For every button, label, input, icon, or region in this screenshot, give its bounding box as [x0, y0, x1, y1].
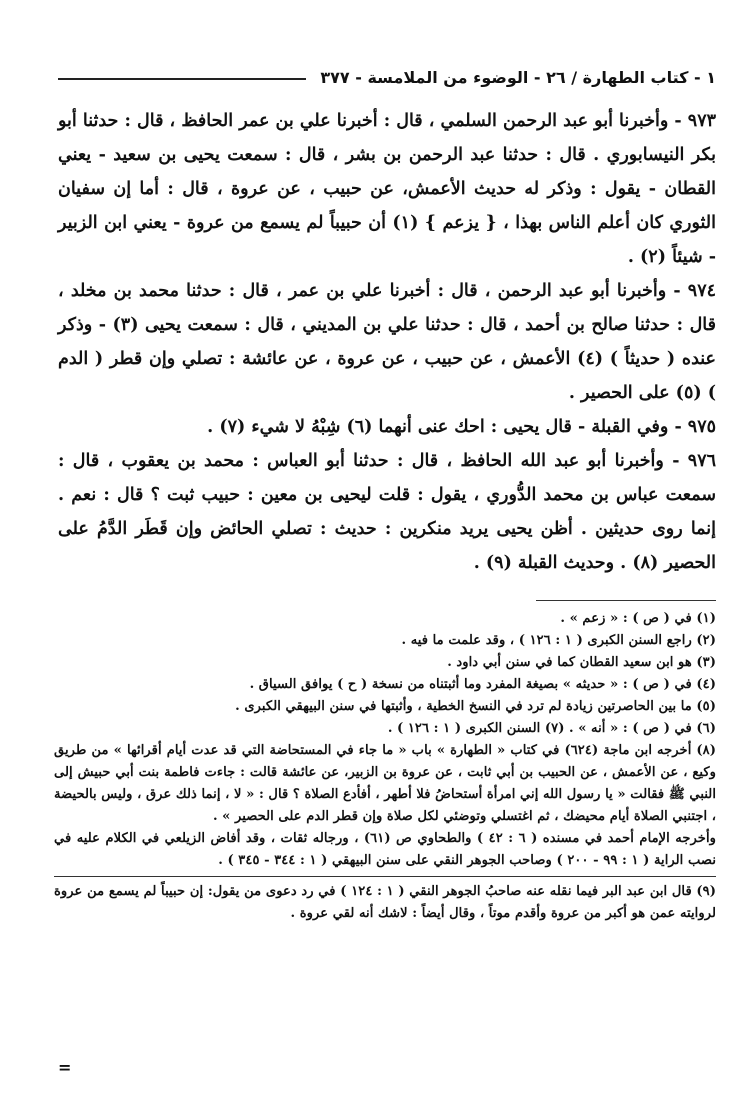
footnote-3: (٣) هو ابن سعيد القطان كما في سنن أبي داود . — [447, 655, 716, 670]
hadith-973: ٩٧٣ - وأخبرنا أبو عبد الرحمن السلمي ، قال : أخبرنا علي بن عمر الحافظ ، قال : حدثنا أبو بكر النيسابوري . قال : حدثنا عبد الرحمن بن بشر ، قال : سمعت يحيى بن سعيد - يعني القطان - يقول : وذكر له حديث الأعمش، عن حبيب ، عن عروة ، قال : أما إن سفيان الثوري كان أعلم الناس بهذا ، { يزعم } (١) أن حبيباً لم يسمع من عروة - يعني ابن الزبير - شيئاً (٢) . — [58, 111, 716, 267]
hadith-975: ٩٧٥ - وفي القبلة - قال يحيى : احك عنى أنهما (٦) شِبْهُ لا شيء (٧) . — [207, 417, 716, 437]
footnotes — [54, 608, 716, 925]
main-text — [58, 104, 716, 580]
footnote-8: (٨) أخرجه ابن ماجة (٦٢٤) في كتاب « الطهارة » باب « ما جاء في المستحاضة التي قد عدت أيام أقرائها » من طريق وكيع ، عن الأعمش ، عن الحبيب بن أبي ثابت ، عن عروة بن الزبير، عن عائشة قالت : جاءت فاطمة بنت أبي حبيش إلى النبي ﷺ فقالت « يا رسول الله إني امرأة أستحاضُ فلا أطهر ، أفأدع الصلاة ؟ قال : « لا ، إنما ذلك عرق ، وليس بالحيضة ، اجتنبي الصلاة أيام محيضك ، ثم اغتسلي وتوضئي لكل صلاة وإن قطر الدم على الحصير » . — [54, 743, 716, 824]
header-rule — [58, 78, 306, 80]
running-header — [58, 62, 716, 92]
footnote-separator — [54, 876, 716, 877]
footnote-divider — [536, 600, 716, 601]
hadith-976: ٩٧٦ - وأخبرنا أبو عبد الله الحافظ ، قال : حدثنا أبو العباس : محمد بن يعقوب ، قال : سمعت عباس بن محمد الدُّوري ، يقول : قلت ليحيى بن معين : حبيب ثبت ؟ قال : نعم . إنما روى حديثين . أظن يحيى يريد منكرين : حديث : تصلي الحائض وإن قَطَر الدَّمُ على الحصير (٨) . وحديث القبلة (٩) . — [58, 451, 716, 573]
footnote-8-continued: وأخرجه الإمام أحمد في مسنده ( ٦ : ٤٢ ) والطحاوي ص (٦١) ، ورجاله ثقات ، وقد أفاض الزيلعي في الكلام عليه في نصب الراية ( ١ : ٩٩ - ٢٠٠ ) وصاحب الجوهر النقي على سنن البيهقي ( ١ : ٣٤٤ - ٣٤٥ ) . — [54, 831, 716, 868]
page-end-mark: = — [58, 1058, 72, 1077]
running-title: ١ - كتاب الطهارة / ٢٦ - الوضوء من الملامسة - ٣٧٧ — [320, 67, 716, 87]
footnote-4: (٤) في ( ص ) : « حديثه » بصيغة المفرد وما أثبتناه من نسخة ( ح ) يوافق السياق . — [249, 677, 716, 692]
footnote-9: (٩) قال ابن عبد البر فيما نقله عنه صاحبُ الجوهر النقي ( ١ : ١٢٤ ) في رد دعوى من يقول: إن حبيباً لم يسمع من عروة لروايته عمن هو أكبر من عروة وأقدم موتاً ، وقال أيضاً : لاشك أنه لقي عروة . — [54, 884, 717, 921]
footnote-6-7: (٦) في ( ص ) : « أنه » . (٧) السنن الكبرى ( ١ : ١٢٦ ) . — [387, 721, 716, 736]
hadith-974: ٩٧٤ - وأخبرنا أبو عبد الرحمن ، قال : أخبرنا علي بن عمر ، قال : حدثنا محمد بن مخلد ، قال : حدثنا صالح بن أحمد ، قال : حدثنا علي بن المديني ، قال : سمعت يحيى (٣) - وذكر عنده ( حديثاً ) (٤) الأعمش ، عن حبيب ، عن عروة ، عن عائشة : تصلي وإن قطر ( الدم ) (٥) على الحصير . — [58, 281, 716, 403]
footnote-2: (٢) راجع السنن الكبرى ( ١ : ١٢٦ ) ، وقد علمت ما فيه . — [401, 633, 716, 648]
footnote-5: (٥) ما بين الحاصرتين زيادة لم ترد في النسخ الخطية ، وأثبتها في سنن البيهقي الكبرى . — [235, 699, 716, 714]
footnote-1: (١) في ( ص ) : « زعم » . — [560, 611, 716, 626]
